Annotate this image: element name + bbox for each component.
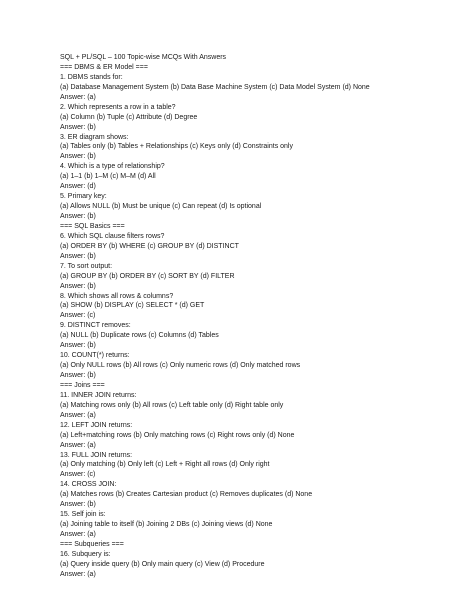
options-line: (a) Database Management System (b) Data Base Machine System (c) Data Model System (d) None: [60, 83, 370, 91]
answer-line: Answer: (b): [60, 123, 96, 131]
question-line: 2. Which represents a row in a table?: [60, 103, 176, 111]
options-line: (a) Column (b) Tuple (c) Attribute (d) Degree: [60, 113, 198, 121]
answer-line: Answer: (a): [60, 531, 96, 538]
section-heading: === Subqueries ===: [60, 540, 124, 548]
document-title: SQL + PL/SQL – 100 Topic-wise MCQs With Answers: [60, 54, 227, 61]
question-line: 16. Subquery is:: [60, 550, 111, 558]
options-line: (a) GROUP BY (b) ORDER BY (c) SORT BY (d) FILTER: [60, 272, 235, 280]
options-line: (a) Allows NULL (b) Must be unique (c) Can repeat (d) Is optional: [60, 203, 262, 211]
options-line: (a) 1–1 (b) 1–M (c) M–M (d) All: [60, 173, 156, 181]
question-line: 3. ER diagram shows:: [60, 133, 129, 141]
question-line: 12. LEFT JOIN returns:: [60, 421, 133, 429]
options-line: (a) Left+matching rows (b) Only matching rows (c) Right rows only (d) None: [60, 431, 295, 439]
question-line: 7. To sort output:: [60, 262, 113, 270]
question-line: 14. CROSS JOIN:: [60, 481, 117, 489]
question-line: 10. COUNT(*) returns:: [60, 352, 130, 360]
options-line: (a) Tables only (b) Tables + Relationships (c) Keys only (d) Constraints only: [60, 143, 293, 151]
answer-line: Answer: (b): [60, 342, 96, 350]
answer-line: Answer: (a): [60, 93, 96, 101]
options-line: (a) NULL (b) Duplicate rows (c) Columns (d) Tables: [60, 332, 219, 340]
answer-line: Answer: (a): [60, 411, 96, 419]
answer-line: Answer: (c): [60, 312, 96, 320]
question-line: 5. Primary key:: [60, 193, 107, 201]
answer-line: Answer: (a): [60, 441, 96, 449]
options-line: (a) SHOW (b) DISPLAY (c) SELECT * (d) GET: [60, 302, 205, 310]
question-line: 1. DBMS stands for:: [60, 73, 123, 81]
question-line: 9. DISTINCT removes:: [60, 322, 131, 330]
answer-line: Answer: (b): [60, 252, 96, 260]
question-line: 4. Which is a type of relationship?: [60, 163, 165, 171]
options-line: (a) Matching rows only (b) All rows (c) Left table only (d) Right table only: [60, 401, 284, 409]
question-line: 13. FULL JOIN returns:: [60, 451, 133, 459]
question-line: 8. Which shows all rows & columns?: [60, 292, 174, 300]
section-heading: === Joins ===: [60, 381, 105, 389]
options-line: (a) Joining table to itself (b) Joining 2 DBs (c) Joining views (d) None: [60, 521, 273, 529]
answer-line: Answer: (b): [60, 213, 96, 220]
question-line: 6. Which SQL clause filters rows?: [60, 232, 165, 240]
section-heading: === DBMS & ER Model ===: [60, 63, 148, 71]
answer-line: Answer: (a): [60, 570, 96, 578]
section-heading: === SQL Basics ===: [60, 222, 125, 230]
options-line: (a) Only NULL rows (b) All rows (c) Only numeric rows (d) Only matched rows: [60, 362, 301, 370]
options-line: (a) ORDER BY (b) WHERE (c) GROUP BY (d) DISTINCT: [60, 242, 239, 250]
question-line: 11. INNER JOIN returns:: [60, 391, 137, 399]
answer-line: Answer: (d): [60, 183, 96, 191]
answer-line: Answer: (b): [60, 153, 96, 161]
options-line: (a) Only matching (b) Only left (c) Left + Right all rows (d) Only right: [60, 461, 270, 469]
answer-line: Answer: (c): [60, 471, 96, 479]
answer-line: Answer: (b): [60, 282, 96, 290]
document-text: [60, 53, 460, 580]
answer-line: Answer: (b): [60, 501, 96, 509]
answer-line: Answer: (b): [60, 372, 96, 379]
options-line: (a) Matches rows (b) Creates Cartesian product (c) Removes duplicates (d) None: [60, 491, 313, 499]
question-line: 15. Self join is:: [60, 511, 106, 519]
options-line: (a) Query inside query (b) Only main query (c) View (d) Procedure: [60, 560, 265, 568]
